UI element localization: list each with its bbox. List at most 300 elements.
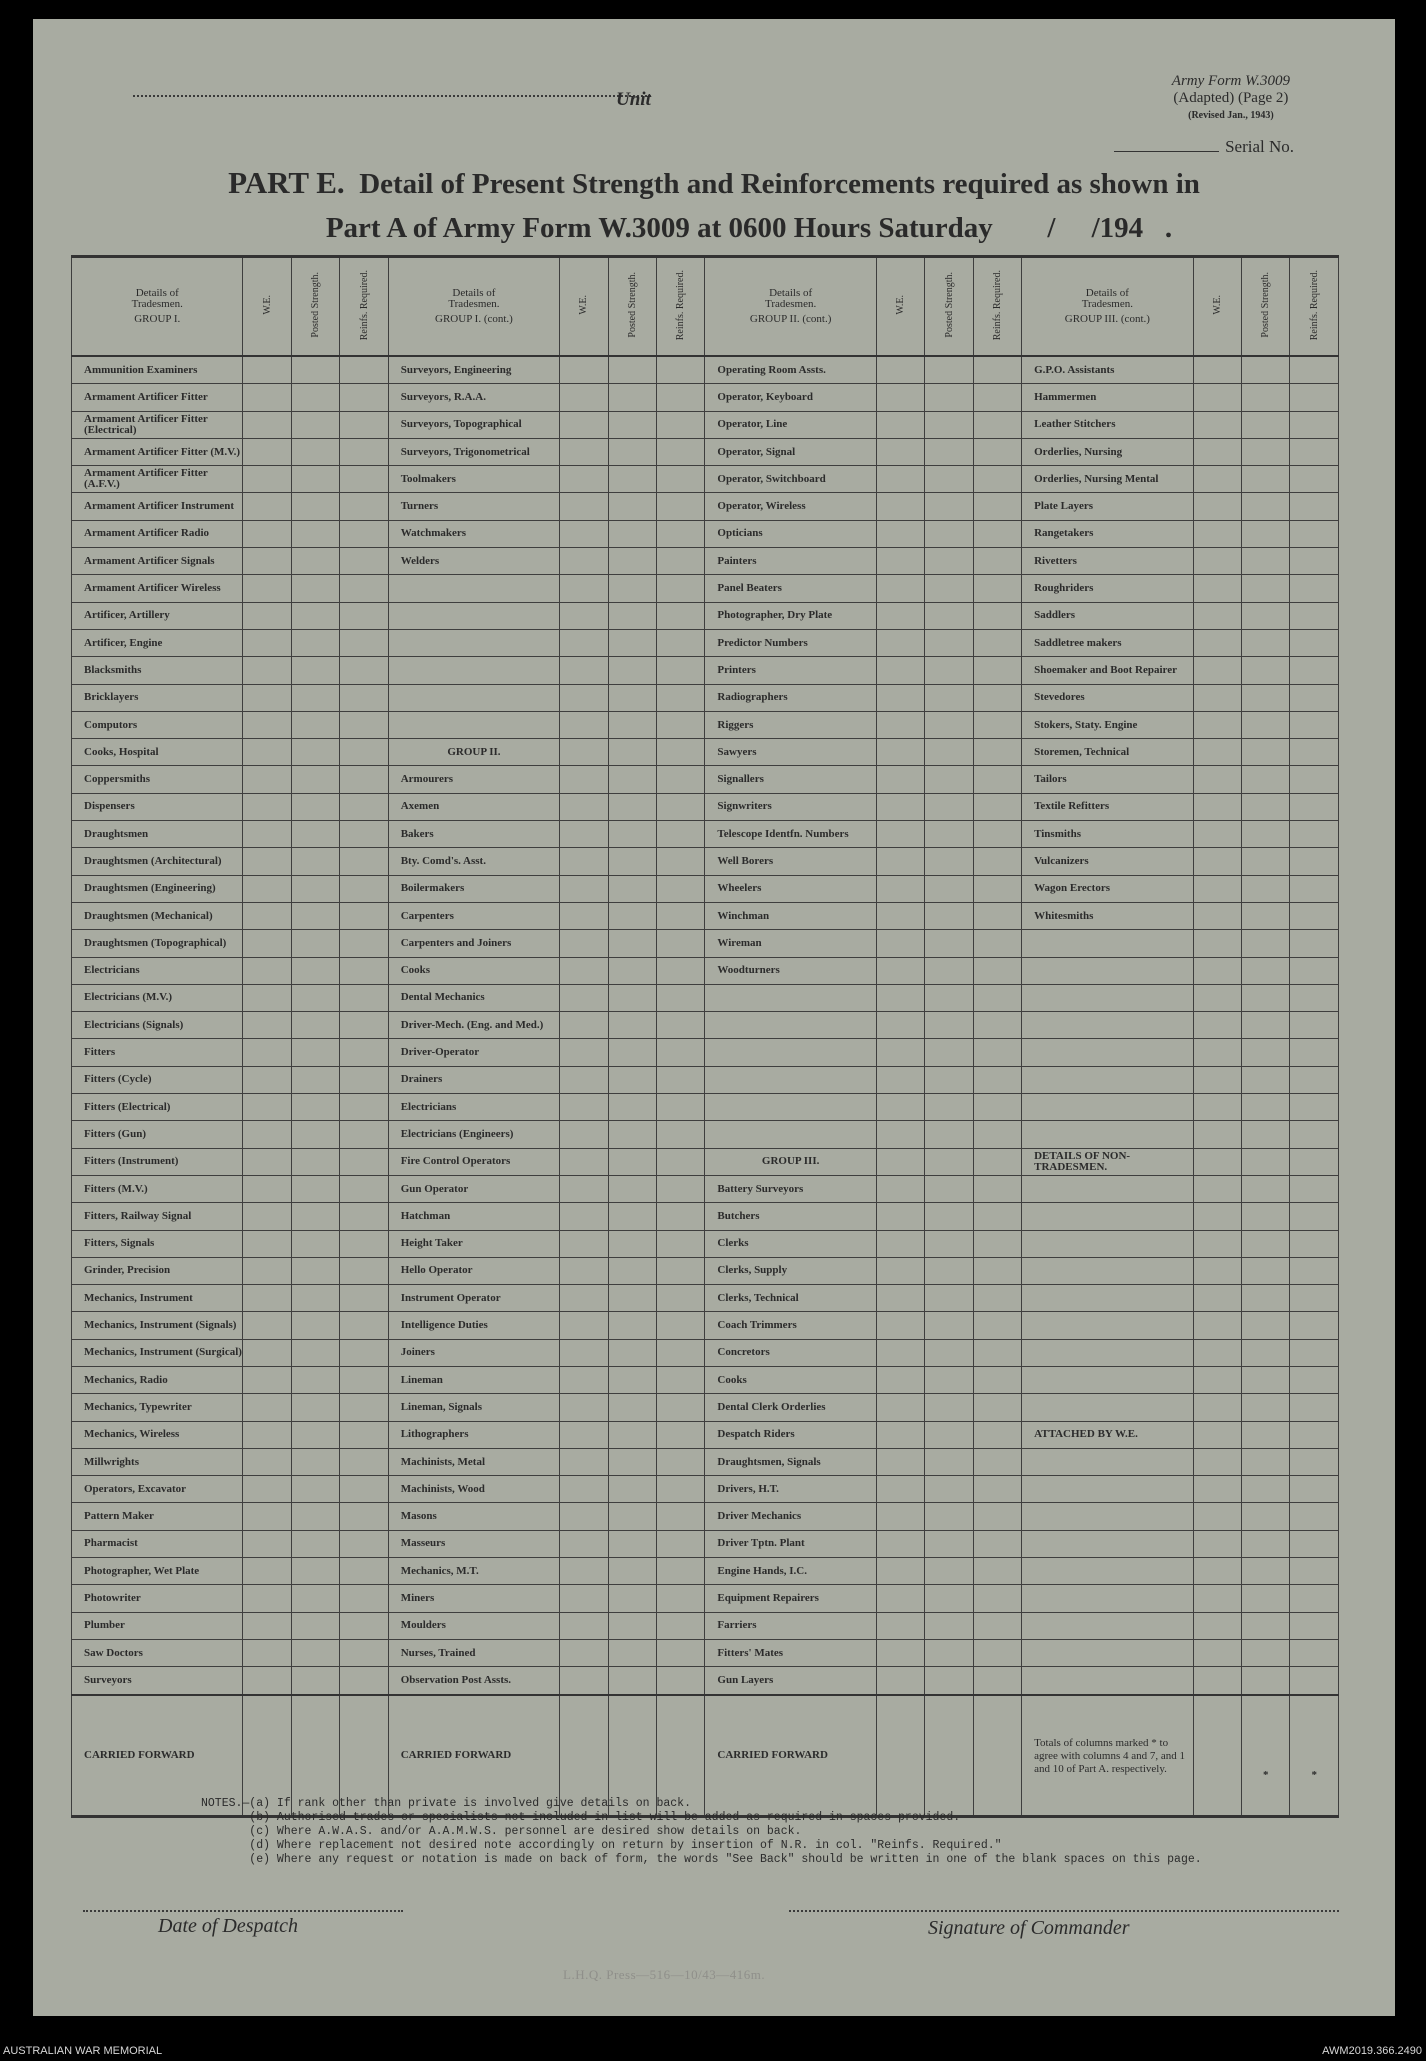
we-entry-cell[interactable]: [1193, 1203, 1241, 1230]
reinfs-required-cell[interactable]: [1290, 821, 1339, 848]
posted-strength-cell[interactable]: [925, 1066, 973, 1093]
reinfs-required-cell[interactable]: [657, 356, 705, 384]
we-entry-cell[interactable]: [243, 848, 291, 875]
we-entry-cell[interactable]: [560, 657, 608, 684]
reinfs-required-cell[interactable]: [1290, 1066, 1339, 1093]
we-entry-cell[interactable]: [1193, 684, 1241, 711]
posted-strength-cell[interactable]: [608, 1530, 656, 1557]
we-entry-cell[interactable]: [876, 602, 924, 629]
we-entry-cell[interactable]: [560, 984, 608, 1011]
we-entry-cell[interactable]: [243, 1339, 291, 1366]
we-entry-cell[interactable]: [1193, 438, 1241, 465]
we-entry-cell[interactable]: [243, 684, 291, 711]
posted-strength-cell[interactable]: [1242, 1230, 1290, 1257]
we-entry-cell[interactable]: [243, 1394, 291, 1421]
we-entry-cell[interactable]: [560, 466, 608, 493]
posted-strength-cell[interactable]: [1242, 384, 1290, 411]
posted-strength-cell[interactable]: [1242, 1257, 1290, 1284]
we-entry-cell[interactable]: [560, 1639, 608, 1666]
posted-strength-cell[interactable]: [291, 1366, 339, 1393]
reinfs-required-cell[interactable]: [657, 1121, 705, 1148]
posted-strength-cell[interactable]: [608, 548, 656, 575]
we-entry-cell[interactable]: [1193, 1476, 1241, 1503]
we-entry-cell[interactable]: [1193, 602, 1241, 629]
we-entry-cell[interactable]: [876, 930, 924, 957]
we-entry-cell[interactable]: [1193, 575, 1241, 602]
we-entry-cell[interactable]: [560, 1175, 608, 1202]
reinfs-required-cell[interactable]: [657, 1285, 705, 1312]
posted-strength-cell[interactable]: [291, 1012, 339, 1039]
we-entry-cell[interactable]: [1193, 1530, 1241, 1557]
posted-strength-cell[interactable]: [291, 1667, 339, 1695]
reinfs-required-cell[interactable]: [973, 1012, 1021, 1039]
we-entry-cell[interactable]: [876, 1203, 924, 1230]
posted-strength-cell[interactable]: [608, 902, 656, 929]
we-entry-cell[interactable]: [243, 711, 291, 738]
reinfs-required-cell[interactable]: [973, 1257, 1021, 1284]
we-entry-cell[interactable]: [1193, 1421, 1241, 1448]
we-entry-cell[interactable]: [1193, 411, 1241, 438]
posted-strength-cell[interactable]: [925, 1230, 973, 1257]
posted-strength-cell[interactable]: [925, 1612, 973, 1639]
posted-strength-cell[interactable]: [291, 575, 339, 602]
we-entry-cell[interactable]: [876, 1503, 924, 1530]
we-entry-cell[interactable]: [1193, 1339, 1241, 1366]
reinfs-required-cell[interactable]: [657, 1612, 705, 1639]
posted-strength-cell[interactable]: [608, 438, 656, 465]
posted-strength-cell[interactable]: [1242, 766, 1290, 793]
reinfs-required-cell[interactable]: [973, 384, 1021, 411]
posted-strength-cell[interactable]: [291, 684, 339, 711]
we-entry-cell[interactable]: [876, 1394, 924, 1421]
reinfs-required-cell[interactable]: [340, 1421, 388, 1448]
we-entry-cell[interactable]: [876, 520, 924, 547]
we-entry-cell[interactable]: [243, 1257, 291, 1284]
posted-strength-cell[interactable]: [608, 575, 656, 602]
posted-strength-cell[interactable]: [291, 602, 339, 629]
we-entry-cell[interactable]: [243, 1175, 291, 1202]
reinfs-required-cell[interactable]: [340, 1639, 388, 1666]
we-entry-cell[interactable]: [243, 629, 291, 656]
we-entry-cell[interactable]: [1193, 1612, 1241, 1639]
reinfs-required-cell[interactable]: [340, 684, 388, 711]
reinfs-required-cell[interactable]: [657, 930, 705, 957]
reinfs-required-cell[interactable]: [657, 438, 705, 465]
posted-strength-cell[interactable]: [608, 875, 656, 902]
we-entry-cell[interactable]: [876, 684, 924, 711]
posted-strength-cell[interactable]: [1242, 984, 1290, 1011]
posted-strength-cell[interactable]: [608, 711, 656, 738]
reinfs-required-cell[interactable]: [1290, 875, 1339, 902]
reinfs-required-cell[interactable]: [340, 1366, 388, 1393]
we-entry-cell[interactable]: [243, 1148, 291, 1175]
reinfs-required-cell[interactable]: [657, 1394, 705, 1421]
posted-strength-cell[interactable]: [925, 1503, 973, 1530]
we-entry-cell[interactable]: [876, 1148, 924, 1175]
posted-strength-cell[interactable]: [291, 875, 339, 902]
we-entry-cell[interactable]: [876, 1257, 924, 1284]
reinfs-required-cell[interactable]: [657, 1530, 705, 1557]
we-entry-cell[interactable]: [876, 1530, 924, 1557]
reinfs-required-cell[interactable]: [340, 1612, 388, 1639]
posted-strength-cell[interactable]: [608, 739, 656, 766]
posted-strength-cell[interactable]: [925, 1039, 973, 1066]
reinfs-required-cell[interactable]: [1290, 1121, 1339, 1148]
we-entry-cell[interactable]: [560, 1312, 608, 1339]
posted-strength-cell[interactable]: [291, 1175, 339, 1202]
reinfs-required-cell[interactable]: [657, 1312, 705, 1339]
reinfs-required-cell[interactable]: [657, 384, 705, 411]
reinfs-required-cell[interactable]: [340, 493, 388, 520]
posted-strength-cell[interactable]: [291, 1285, 339, 1312]
we-entry-cell[interactable]: [560, 1421, 608, 1448]
reinfs-required-cell[interactable]: [973, 1476, 1021, 1503]
reinfs-required-cell[interactable]: [1290, 493, 1339, 520]
reinfs-required-cell[interactable]: [340, 657, 388, 684]
posted-strength-cell[interactable]: [291, 711, 339, 738]
posted-strength-cell[interactable]: [291, 1230, 339, 1257]
posted-strength-cell[interactable]: [925, 575, 973, 602]
posted-strength-cell[interactable]: [925, 1257, 973, 1284]
reinfs-required-cell[interactable]: [1290, 1585, 1339, 1612]
reinfs-required-cell[interactable]: [1290, 1421, 1339, 1448]
we-entry-cell[interactable]: [1193, 1639, 1241, 1666]
reinfs-required-cell[interactable]: [340, 1230, 388, 1257]
we-entry-cell[interactable]: [876, 1339, 924, 1366]
reinfs-required-cell[interactable]: [1290, 657, 1339, 684]
posted-strength-cell[interactable]: [608, 1639, 656, 1666]
we-entry-cell[interactable]: [876, 548, 924, 575]
reinfs-required-cell[interactable]: [657, 1012, 705, 1039]
we-entry-cell[interactable]: [1193, 739, 1241, 766]
reinfs-required-cell[interactable]: [973, 957, 1021, 984]
reinfs-required-cell[interactable]: [657, 684, 705, 711]
reinfs-required-cell[interactable]: [973, 602, 1021, 629]
posted-strength-cell[interactable]: [291, 384, 339, 411]
reinfs-required-cell[interactable]: [973, 548, 1021, 575]
we-entry-cell[interactable]: [876, 957, 924, 984]
we-entry-cell[interactable]: [876, 493, 924, 520]
posted-strength-cell[interactable]: [1242, 1121, 1290, 1148]
posted-strength-cell[interactable]: [608, 1257, 656, 1284]
posted-strength-cell[interactable]: [925, 821, 973, 848]
reinfs-required-cell[interactable]: [657, 1448, 705, 1475]
we-entry-cell[interactable]: [876, 848, 924, 875]
reinfs-required-cell[interactable]: [340, 984, 388, 1011]
we-entry-cell[interactable]: [1193, 766, 1241, 793]
we-entry-cell[interactable]: [243, 957, 291, 984]
we-entry-cell[interactable]: [560, 1530, 608, 1557]
we-entry-cell[interactable]: [243, 356, 291, 384]
reinfs-required-cell[interactable]: [1290, 466, 1339, 493]
we-entry-cell[interactable]: [560, 1667, 608, 1695]
reinfs-required-cell[interactable]: [340, 875, 388, 902]
we-entry-cell[interactable]: [560, 1585, 608, 1612]
posted-strength-cell[interactable]: [1242, 1039, 1290, 1066]
reinfs-required-cell[interactable]: [340, 848, 388, 875]
we-entry-cell[interactable]: [876, 1312, 924, 1339]
posted-strength-cell[interactable]: [925, 684, 973, 711]
posted-strength-cell[interactable]: [291, 766, 339, 793]
posted-strength-cell[interactable]: [1242, 548, 1290, 575]
posted-strength-cell[interactable]: [608, 520, 656, 547]
reinfs-required-cell[interactable]: [973, 356, 1021, 384]
we-entry-cell[interactable]: [876, 384, 924, 411]
reinfs-required-cell[interactable]: [1290, 1667, 1339, 1695]
we-entry-cell[interactable]: [1193, 1312, 1241, 1339]
reinfs-required-cell[interactable]: [973, 1339, 1021, 1366]
reinfs-required-cell[interactable]: [657, 1039, 705, 1066]
posted-strength-cell[interactable]: [608, 793, 656, 820]
we-entry-cell[interactable]: [1193, 1121, 1241, 1148]
posted-strength-cell[interactable]: [1242, 1639, 1290, 1666]
reinfs-required-cell[interactable]: [657, 1667, 705, 1695]
posted-strength-cell[interactable]: [608, 602, 656, 629]
reinfs-required-cell[interactable]: [657, 739, 705, 766]
reinfs-required-cell[interactable]: [340, 1257, 388, 1284]
reinfs-required-cell[interactable]: [1290, 848, 1339, 875]
reinfs-required-cell[interactable]: [657, 1639, 705, 1666]
we-entry-cell[interactable]: [876, 438, 924, 465]
posted-strength-cell[interactable]: [291, 520, 339, 547]
posted-strength-cell[interactable]: [1242, 1339, 1290, 1366]
we-entry-cell[interactable]: [876, 657, 924, 684]
reinfs-required-cell[interactable]: [657, 548, 705, 575]
posted-strength-cell[interactable]: [608, 1148, 656, 1175]
posted-strength-cell[interactable]: [1242, 438, 1290, 465]
we-entry-cell[interactable]: [1193, 1585, 1241, 1612]
posted-strength-cell[interactable]: [925, 466, 973, 493]
reinfs-required-cell[interactable]: [340, 793, 388, 820]
reinfs-required-cell[interactable]: [340, 411, 388, 438]
reinfs-required-cell[interactable]: [340, 1476, 388, 1503]
posted-strength-cell[interactable]: [925, 930, 973, 957]
reinfs-required-cell[interactable]: [1290, 1448, 1339, 1475]
posted-strength-cell[interactable]: [291, 466, 339, 493]
posted-strength-cell[interactable]: [608, 1339, 656, 1366]
posted-strength-cell[interactable]: [291, 848, 339, 875]
reinfs-required-cell[interactable]: [1290, 356, 1339, 384]
we-entry-cell[interactable]: [876, 575, 924, 602]
posted-strength-cell[interactable]: [608, 1285, 656, 1312]
reinfs-required-cell[interactable]: [657, 984, 705, 1011]
we-entry-cell[interactable]: [243, 1639, 291, 1666]
reinfs-required-cell[interactable]: [973, 1203, 1021, 1230]
we-entry-cell[interactable]: [1193, 821, 1241, 848]
posted-strength-cell[interactable]: [1242, 1503, 1290, 1530]
posted-strength-cell[interactable]: [1242, 629, 1290, 656]
reinfs-required-cell[interactable]: [1290, 1503, 1339, 1530]
posted-strength-cell[interactable]: [925, 1639, 973, 1666]
posted-strength-cell[interactable]: [1242, 1148, 1290, 1175]
posted-strength-cell[interactable]: [291, 411, 339, 438]
we-entry-cell[interactable]: [876, 1612, 924, 1639]
we-entry-cell[interactable]: [876, 766, 924, 793]
we-entry-cell[interactable]: [243, 1312, 291, 1339]
reinfs-required-cell[interactable]: [1290, 411, 1339, 438]
posted-strength-cell[interactable]: [608, 466, 656, 493]
reinfs-required-cell[interactable]: [1290, 1612, 1339, 1639]
posted-strength-cell[interactable]: [1242, 875, 1290, 902]
we-entry-cell[interactable]: [243, 411, 291, 438]
we-entry-cell[interactable]: [243, 548, 291, 575]
we-entry-cell[interactable]: [560, 1366, 608, 1393]
reinfs-required-cell[interactable]: [1290, 1312, 1339, 1339]
reinfs-required-cell[interactable]: [973, 1612, 1021, 1639]
we-entry-cell[interactable]: [243, 1448, 291, 1475]
reinfs-required-cell[interactable]: [657, 411, 705, 438]
posted-strength-cell[interactable]: [1242, 1667, 1290, 1695]
we-entry-cell[interactable]: [1193, 1094, 1241, 1121]
reinfs-required-cell[interactable]: [657, 1558, 705, 1585]
posted-strength-cell[interactable]: [1242, 1175, 1290, 1202]
reinfs-required-cell[interactable]: [657, 629, 705, 656]
we-entry-cell[interactable]: [876, 1639, 924, 1666]
reinfs-required-cell[interactable]: [973, 1039, 1021, 1066]
posted-strength-cell[interactable]: [1242, 1366, 1290, 1393]
reinfs-required-cell[interactable]: [657, 493, 705, 520]
we-entry-cell[interactable]: [1193, 875, 1241, 902]
posted-strength-cell[interactable]: [925, 793, 973, 820]
posted-strength-cell[interactable]: [291, 548, 339, 575]
reinfs-required-cell[interactable]: [340, 930, 388, 957]
we-entry-cell[interactable]: [560, 1230, 608, 1257]
posted-strength-cell[interactable]: [925, 1339, 973, 1366]
posted-strength-cell[interactable]: [291, 1476, 339, 1503]
reinfs-required-cell[interactable]: [973, 493, 1021, 520]
posted-strength-cell[interactable]: [291, 930, 339, 957]
reinfs-required-cell[interactable]: [1290, 1394, 1339, 1421]
we-entry-cell[interactable]: [560, 493, 608, 520]
posted-strength-cell[interactable]: [925, 629, 973, 656]
we-entry-cell[interactable]: [243, 739, 291, 766]
we-entry-cell[interactable]: [243, 875, 291, 902]
reinfs-required-cell[interactable]: [657, 1203, 705, 1230]
posted-strength-cell[interactable]: [291, 629, 339, 656]
reinfs-required-cell[interactable]: [657, 1339, 705, 1366]
posted-strength-cell[interactable]: [925, 1476, 973, 1503]
posted-strength-cell[interactable]: [1242, 1066, 1290, 1093]
we-entry-cell[interactable]: [876, 1285, 924, 1312]
posted-strength-cell[interactable]: [291, 438, 339, 465]
reinfs-required-cell[interactable]: [1290, 766, 1339, 793]
we-entry-cell[interactable]: [560, 711, 608, 738]
we-entry-cell[interactable]: [1193, 1667, 1241, 1695]
posted-strength-cell[interactable]: [608, 684, 656, 711]
posted-strength-cell[interactable]: [291, 1312, 339, 1339]
we-entry-cell[interactable]: [1193, 1394, 1241, 1421]
posted-strength-cell[interactable]: [291, 356, 339, 384]
we-entry-cell[interactable]: [560, 793, 608, 820]
we-entry-cell[interactable]: [560, 1339, 608, 1366]
posted-strength-cell[interactable]: [291, 984, 339, 1011]
posted-strength-cell[interactable]: [1242, 493, 1290, 520]
posted-strength-cell[interactable]: [291, 1039, 339, 1066]
posted-strength-cell[interactable]: [608, 356, 656, 384]
posted-strength-cell[interactable]: [291, 793, 339, 820]
we-entry-cell[interactable]: [1193, 711, 1241, 738]
reinfs-required-cell[interactable]: [340, 902, 388, 929]
reinfs-required-cell[interactable]: [973, 1285, 1021, 1312]
posted-strength-cell[interactable]: [291, 1339, 339, 1366]
posted-strength-cell[interactable]: [291, 902, 339, 929]
we-entry-cell[interactable]: [1193, 984, 1241, 1011]
we-entry-cell[interactable]: [560, 1503, 608, 1530]
reinfs-required-cell[interactable]: [1290, 1203, 1339, 1230]
we-entry-cell[interactable]: [560, 1094, 608, 1121]
we-entry-cell[interactable]: [876, 1039, 924, 1066]
we-entry-cell[interactable]: [1193, 1448, 1241, 1475]
reinfs-required-cell[interactable]: [340, 1667, 388, 1695]
we-entry-cell[interactable]: [1193, 1012, 1241, 1039]
we-entry-cell[interactable]: [560, 684, 608, 711]
posted-strength-cell[interactable]: [291, 1585, 339, 1612]
reinfs-required-cell[interactable]: [973, 1148, 1021, 1175]
reinfs-required-cell[interactable]: [657, 821, 705, 848]
we-entry-cell[interactable]: [1193, 548, 1241, 575]
posted-strength-cell[interactable]: [925, 493, 973, 520]
posted-strength-cell[interactable]: [608, 848, 656, 875]
posted-strength-cell[interactable]: [925, 1530, 973, 1557]
posted-strength-cell[interactable]: [1242, 1448, 1290, 1475]
we-entry-cell[interactable]: [876, 902, 924, 929]
posted-strength-cell[interactable]: [1242, 1203, 1290, 1230]
posted-strength-cell[interactable]: [925, 902, 973, 929]
reinfs-required-cell[interactable]: [340, 1530, 388, 1557]
reinfs-required-cell[interactable]: [973, 1094, 1021, 1121]
reinfs-required-cell[interactable]: [657, 520, 705, 547]
reinfs-required-cell[interactable]: [973, 1121, 1021, 1148]
reinfs-required-cell[interactable]: [657, 602, 705, 629]
reinfs-required-cell[interactable]: [1290, 438, 1339, 465]
reinfs-required-cell[interactable]: [973, 766, 1021, 793]
reinfs-required-cell[interactable]: [657, 1585, 705, 1612]
we-entry-cell[interactable]: [560, 1039, 608, 1066]
we-entry-cell[interactable]: [876, 1558, 924, 1585]
posted-strength-cell[interactable]: [291, 1203, 339, 1230]
we-entry-cell[interactable]: [876, 1230, 924, 1257]
posted-strength-cell[interactable]: [291, 821, 339, 848]
posted-strength-cell[interactable]: [608, 1503, 656, 1530]
we-entry-cell[interactable]: [560, 1612, 608, 1639]
we-entry-cell[interactable]: [1193, 629, 1241, 656]
posted-strength-cell[interactable]: [925, 1394, 973, 1421]
we-entry-cell[interactable]: [243, 384, 291, 411]
posted-strength-cell[interactable]: [925, 711, 973, 738]
posted-strength-cell[interactable]: [925, 1312, 973, 1339]
reinfs-required-cell[interactable]: [657, 848, 705, 875]
reinfs-required-cell[interactable]: [657, 1175, 705, 1202]
posted-strength-cell[interactable]: [925, 1285, 973, 1312]
posted-strength-cell[interactable]: [1242, 1094, 1290, 1121]
we-entry-cell[interactable]: [876, 1366, 924, 1393]
reinfs-required-cell[interactable]: [973, 684, 1021, 711]
we-entry-cell[interactable]: [1193, 1285, 1241, 1312]
posted-strength-cell[interactable]: [608, 1667, 656, 1695]
reinfs-required-cell[interactable]: [973, 1530, 1021, 1557]
posted-strength-cell[interactable]: [1242, 684, 1290, 711]
we-entry-cell[interactable]: [560, 930, 608, 957]
we-entry-cell[interactable]: [560, 957, 608, 984]
reinfs-required-cell[interactable]: [1290, 1366, 1339, 1393]
we-entry-cell[interactable]: [560, 629, 608, 656]
reinfs-required-cell[interactable]: [973, 1175, 1021, 1202]
reinfs-required-cell[interactable]: [340, 1448, 388, 1475]
reinfs-required-cell[interactable]: [1290, 602, 1339, 629]
we-entry-cell[interactable]: [560, 1257, 608, 1284]
posted-strength-cell[interactable]: [608, 1175, 656, 1202]
posted-strength-cell[interactable]: [925, 1667, 973, 1695]
